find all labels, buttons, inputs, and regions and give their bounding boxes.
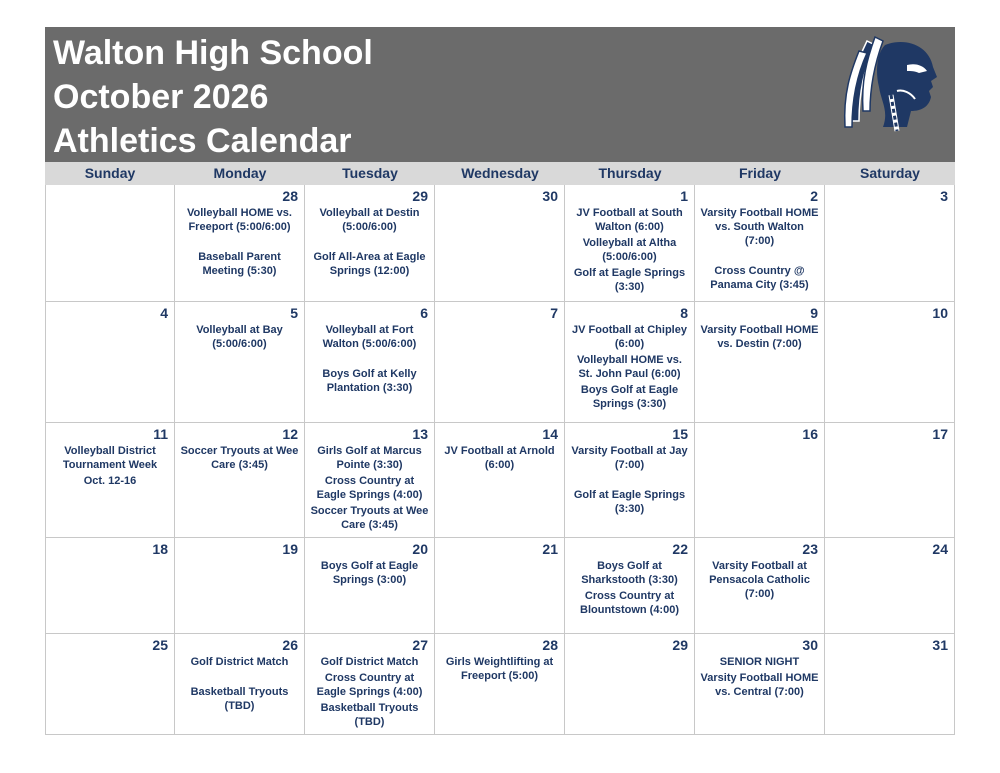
weekday-saturday: Saturday [860,165,920,181]
day-number: 3 [940,188,948,204]
event-item: Boys Golf at Sharkstooth (3:30) [581,560,678,586]
day-number: 30 [802,637,818,653]
event-item: Volleyball HOME vs. St. John Paul (6:00) [577,354,682,380]
event-item: Cross Country at Eagle Springs (4:00) [316,475,423,501]
day-cell[interactable] [305,185,435,301]
weekday-thursday: Thursday [598,165,662,181]
day-number: 16 [802,426,818,442]
event-item: Boys Golf at Kelly Plantation (3:30) [322,368,417,394]
day-cell[interactable] [695,302,825,422]
day-cell[interactable] [305,538,435,633]
weekday-sunday: Sunday [84,165,136,181]
weekday-monday: Monday [213,165,267,181]
day-cell[interactable] [565,634,695,734]
event-item: Golf at Eagle Springs (3:30) [573,489,686,515]
event-item: Volleyball at Fort Walton (5:00/6:00) [322,324,417,350]
day-cell[interactable] [565,538,695,633]
day-number: 30 [542,188,558,204]
day-cell[interactable] [175,538,305,633]
event-item: Oct. 12-16 [83,475,137,487]
calendar-title: Athletics Calendar [53,122,352,160]
event-item: Varsity Football HOME vs. Central (7:00) [700,672,819,698]
event-item: Girls Golf at Marcus Pointe (3:30) [317,445,422,471]
event-item: Golf District Match [190,656,289,668]
day-cell[interactable] [435,185,565,301]
day-number: 4 [160,305,168,321]
day-number: 8 [680,305,688,321]
day-cell[interactable] [175,302,305,422]
warrior-head-logo-icon [837,31,947,141]
day-number: 13 [412,426,428,442]
day-number: 7 [550,305,558,321]
event-item: Varsity Football HOME vs. Destin (7:00) [700,324,819,350]
event-item: Basketball Tryouts (TBD) [320,702,419,728]
day-number: 26 [282,637,298,653]
event-item: Basketball Tryouts (TBD) [190,686,289,712]
day-cell[interactable] [45,634,175,734]
day-number: 23 [802,541,818,557]
weekday-wednesday: Wednesday [461,165,539,181]
day-number: 15 [672,426,688,442]
day-cell[interactable] [305,423,435,537]
week-row [45,423,955,538]
day-cell[interactable] [695,185,825,301]
day-cell[interactable] [305,634,435,734]
event-item: Cross Country at Eagle Springs (4:00) [316,672,423,698]
event-item: Golf All-Area at Eagle Springs (12:00) [313,251,426,277]
day-cell[interactable] [825,302,955,422]
day-cell[interactable] [565,423,695,537]
day-cell[interactable] [305,302,435,422]
day-cell[interactable] [435,634,565,734]
event-item: JV Football at Chipley (6:00) [572,324,687,350]
day-number: 29 [412,188,428,204]
day-number: 10 [932,305,948,321]
month-title: October 2026 [53,78,269,116]
event-item: Girls Weightlifting at Freeport (5:00) [445,656,554,682]
day-cell[interactable] [45,538,175,633]
calendar-header [45,27,955,162]
event-item: JV Football at Arnold (6:00) [444,445,555,471]
day-cell[interactable] [695,538,825,633]
event-item: Golf at Eagle Springs (3:30) [573,267,686,293]
week-row [45,185,955,302]
event-item: Boys Golf at Eagle Springs (3:30) [580,384,679,410]
event-item: Varsity Football at Jay (7:00) [571,445,688,471]
event-item: SENIOR NIGHT [719,656,800,668]
day-number: 20 [412,541,428,557]
weekday-friday: Friday [738,165,781,181]
day-cell[interactable] [825,185,955,301]
day-number: 27 [412,637,428,653]
day-number: 28 [542,637,558,653]
event-item: Varsity Football at Pensacola Catholic (7:00) [709,560,810,600]
day-cell[interactable] [175,423,305,537]
event-item: JV Football at South Walton (6:00) [576,207,683,233]
event-item: Cross Country @ Panama City (3:45) [710,265,809,291]
day-number: 12 [282,426,298,442]
day-cell[interactable] [695,423,825,537]
day-number: 9 [810,305,818,321]
day-cell[interactable] [565,185,695,301]
day-number: 1 [680,188,688,204]
day-number: 2 [810,188,818,204]
day-number: 19 [282,541,298,557]
event-item: Volleyball District Tournament Week [62,445,158,471]
day-number: 14 [542,426,558,442]
day-number: 24 [932,541,948,557]
day-cell[interactable] [435,302,565,422]
event-item: Cross Country at Blountstown (4:00) [580,590,679,616]
calendar-grid [45,185,955,735]
day-cell[interactable] [825,538,955,633]
event-item: Volleyball at Destin (5:00/6:00) [319,207,420,233]
day-number: 17 [932,426,948,442]
week-row [45,634,955,735]
day-number: 21 [542,541,558,557]
day-cell[interactable] [825,423,955,537]
day-cell[interactable] [175,634,305,734]
school-name: Walton High School [53,34,373,72]
day-number: 18 [152,541,168,557]
day-cell[interactable] [45,423,175,537]
day-number: 11 [153,426,168,442]
event-item: Varsity Football HOME vs. South Walton (7:00) [700,207,819,247]
day-number: 31 [932,637,948,653]
week-row [45,302,955,423]
day-cell[interactable] [695,634,825,734]
event-item: Volleyball HOME vs. Freeport (5:00/6:00) [187,207,292,233]
day-cell[interactable] [45,302,175,422]
event-item: Golf District Match [320,656,419,668]
day-number: 6 [420,305,428,321]
event-item: Volleyball at Bay (5:00/6:00) [196,324,283,350]
event-item: Volleyball at Altha (5:00/6:00) [582,237,677,263]
day-number: 28 [282,188,298,204]
day-cell[interactable] [45,185,175,301]
day-number: 25 [152,637,168,653]
event-item: Soccer Tryouts at Wee Care (3:45) [180,445,299,471]
day-number: 29 [672,637,688,653]
day-cell[interactable] [565,302,695,422]
event-item: Boys Golf at Eagle Springs (3:00) [320,560,419,586]
event-item: Baseball Parent Meeting (5:30) [198,251,281,277]
day-cell[interactable] [435,423,565,537]
day-cell[interactable] [435,538,565,633]
weekday-tuesday: Tuesday [342,165,398,181]
day-number: 5 [290,305,298,321]
week-row [45,538,955,634]
event-item: Soccer Tryouts at Wee Care (3:45) [310,505,429,531]
weekday-header-row [45,162,955,185]
day-number: 22 [672,541,688,557]
day-cell[interactable] [175,185,305,301]
day-cell[interactable] [825,634,955,734]
